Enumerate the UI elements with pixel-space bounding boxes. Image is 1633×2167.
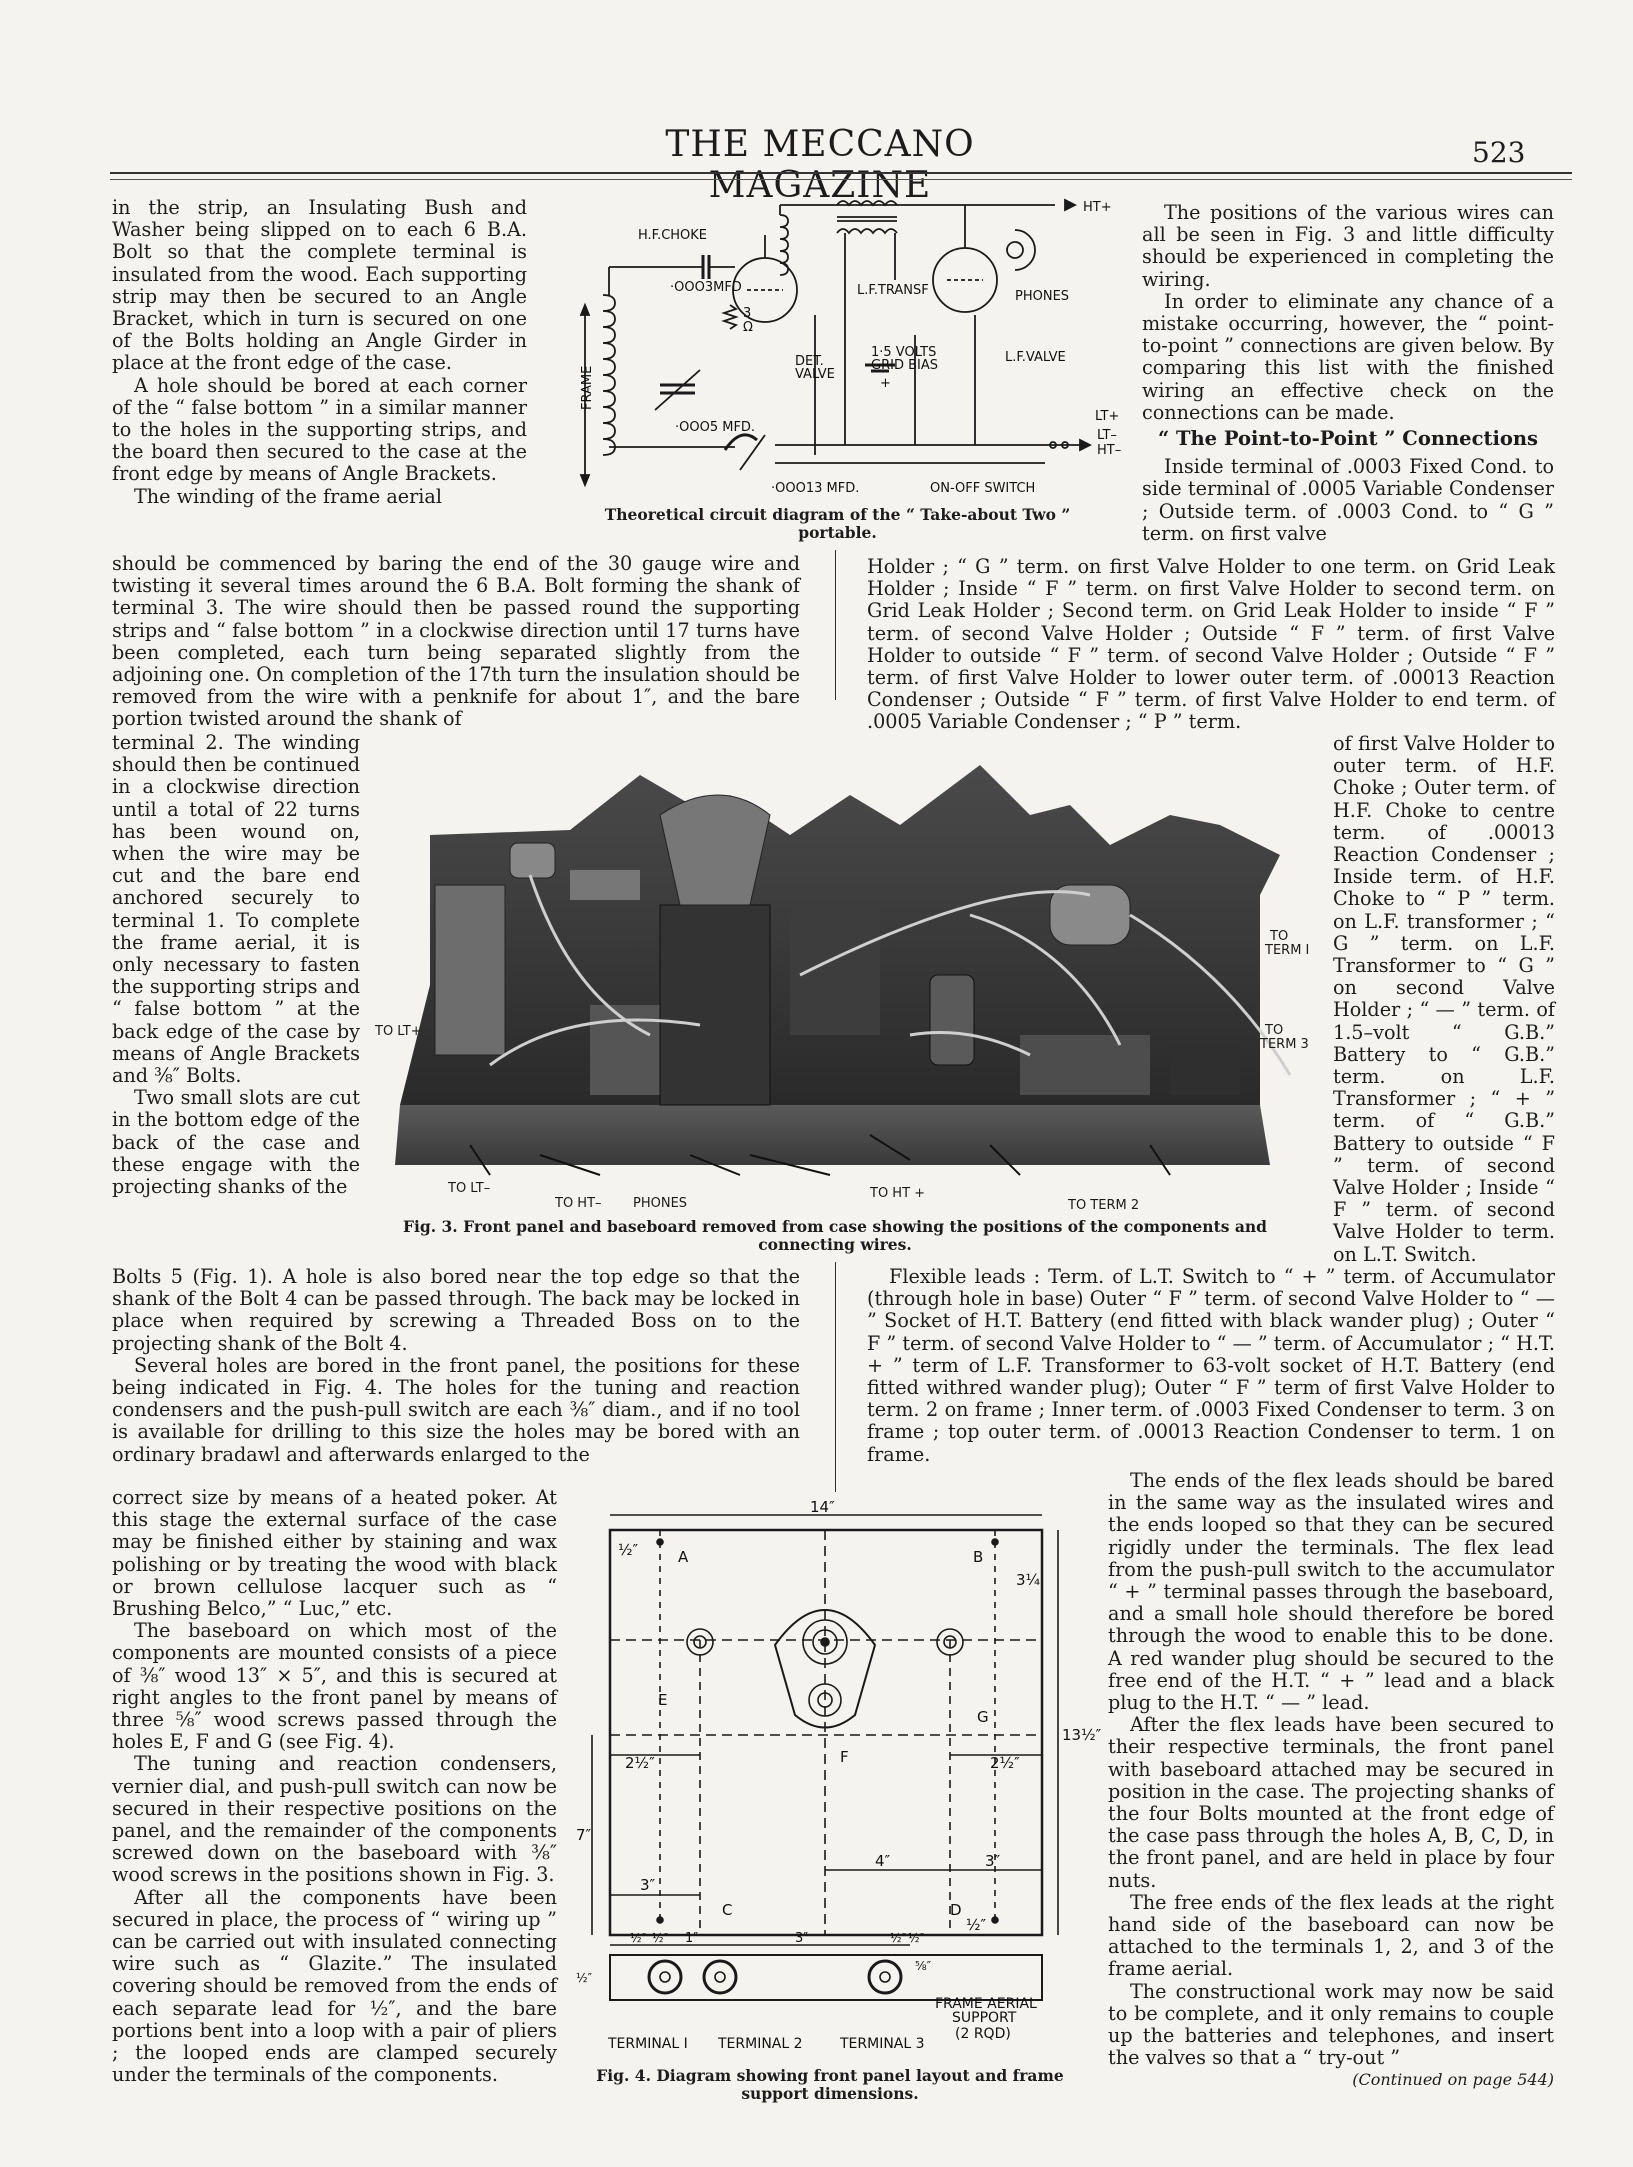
label-terminal-1: TERMINAL I bbox=[608, 2036, 688, 2052]
paragraph: The tuning and reaction condensers, vernier dial, and push-pull switch can now be secured in their respective positions on the panel, and the remainder of the components screwed down on the baseboard with ⅜″ wood screws in the positions shown in Fig. 3. bbox=[112, 1752, 557, 1887]
label-cond-00013: ·OOO13 MFD. bbox=[771, 481, 860, 496]
dim-3-right: 3″ bbox=[985, 1852, 1001, 1870]
dim-1: 1″ bbox=[685, 1931, 699, 1946]
label-grid-bias-2: GRID BIAS bbox=[871, 358, 938, 373]
label-to-term3-a: TO bbox=[1265, 1023, 1284, 1038]
paragraph: The constructional work may now be said to be complete, and it only remains to couple up the batteries and telephones, and insert the valves so that a “ try-out ” bbox=[1108, 1979, 1554, 2070]
dim-3-support: 3″ bbox=[795, 1931, 809, 1946]
hole-e: E bbox=[658, 1691, 668, 1709]
narrow-right-text: of first Valve Holder to outer term. of H.F. Choke ; Outer term. of H.F. Choke to centre term. of .00013 Reaction Condenser ; Inside term. of H.F. Choke to “ P ” term. on L.F. transformer ; “ G ” term. on L.F. Transformer to “ G ” on second Valve Holder ; “ — ” term. of 1.5–volt “ G.B.” Battery to “ G.B.” term. on L.F. Transformer ; “ + ” term. of “ G.B.” Battery to outside “ F ” term. of second Valve Holder ; Inside “ F ” term. of second Valve Holder to term. on L.T. Switch. bbox=[1333, 732, 1555, 1266]
label-plus: + bbox=[880, 376, 891, 391]
continued-note: (Continued on page 544) bbox=[1352, 2070, 1554, 2090]
paragraph: The free ends of the flex leads at the right hand side of the baseboard can now be attached to the terminals 1, 2, and 3 of the frame aerial. bbox=[1108, 1890, 1554, 1981]
column-right-bottom bbox=[1108, 1470, 1554, 2092]
label-lf-valve: L.F.VALVE bbox=[1005, 350, 1066, 365]
dim-s-d: ½″ bbox=[908, 1931, 925, 1945]
label-support: SUPPORT bbox=[952, 2010, 1017, 2026]
fig4-diagram bbox=[570, 1498, 1102, 2055]
column-divider bbox=[835, 1262, 836, 1492]
dim-2half-left: 2½″ bbox=[625, 1754, 655, 1772]
column-left-bottom bbox=[112, 1487, 557, 2086]
label-resistor-value: 3 bbox=[743, 306, 752, 321]
dim-2half-right: 2½″ bbox=[990, 1754, 1020, 1772]
subheading-connections: “ The Point-to-Point ” Connections bbox=[1157, 427, 1539, 451]
label-to-ht-minus: TO HT– bbox=[555, 1196, 602, 1211]
label-to-lt-plus: TO LT+ bbox=[375, 1024, 422, 1039]
wide-left-text-2 bbox=[112, 1266, 800, 1466]
label-lt-plus: LT+ bbox=[1095, 409, 1120, 424]
label-ht-plus: HT+ bbox=[1083, 200, 1112, 215]
dim-7: 7″ bbox=[576, 1826, 592, 1844]
wide-right-text: Holder ; “ G ” term. on first Valve Holder to one term. on Grid Leak Holder ; Inside “ F ” term. on first Valve Holder to second term. on Grid Leak Holder ; Second term. on Grid Leak Holder to inside “ F ” term. of second Valve Holder ; Outside “ F ” term. of first Valve Holder to outside “ F ” term. of second Valve Holder ; Outside “ F ” term. of first Valve Holder to lower outer term. of .00013 Reaction Condenser ; Outside “ F ” term. of first Valve Holder to end term. of .0005 Variable Condenser ; “ P ” term. bbox=[867, 555, 1555, 734]
paragraph: The winding of the frame aerial bbox=[134, 484, 443, 508]
wide-right-text-2 bbox=[867, 1266, 1555, 1466]
label-det-valve-1: DET. bbox=[795, 354, 824, 369]
label-lt-minus: LT– bbox=[1097, 428, 1117, 443]
hole-d: D bbox=[950, 1901, 962, 1919]
paragraph: The positions of the various wires can all be seen in Fig. 3 and little difficulty should be experienced in completing the wiring. bbox=[1142, 201, 1554, 291]
paragraph: Several holes are bored in the front panel, the positions for these being indicated in Fig. 4. The holes for the tuning and reaction condensers and the push-pull switch are each ⅜″ diam., and if no tool is available for drilling to this size the holes may be bored with an ordinary bradawl and afterwards enlarged to the bbox=[112, 1353, 800, 1466]
wide-left-text: should be commenced by baring the end of the 30 gauge wire and twisting it several times around the 6 B.A. Bolt forming the shank of terminal 3. The wire should then be passed round the supporting strips and “ false bottom ” in a clockwise direction until 17 turns have been completed, each turn being separated slightly from the adjoining one. On completion of the 17th turn the insulation should be removed from the wire with a penknife for about 1″, and the bare portion twisted around the shank of bbox=[112, 552, 800, 731]
label-hf-choke: H.F.CHOKE bbox=[638, 228, 708, 243]
magazine-title: THE MECCANO MAGAZINE bbox=[665, 124, 975, 206]
dim-s-b: ½″ bbox=[652, 1931, 669, 1945]
label-phones: PHONES bbox=[633, 1196, 688, 1211]
paragraph: The baseboard on which most of the components are mounted consists of a piece of ⅜″ wood 13″ × 5″, and this is secured at right angles to the front panel by means of three ⅝″ wood screws passed through the holes E, F and G (see Fig. 4). bbox=[112, 1619, 557, 1754]
paragraph: Bolts 5 (Fig. 1). A hole is also bored near the top edge so that the shank of the Bolt 4 can be passed through. The back may be locked in place when required by screwing a Threaded Boss on to the projecting shank of the Bolt 4. bbox=[112, 1265, 800, 1355]
circuit-diagram bbox=[575, 195, 1140, 500]
hole-f: F bbox=[840, 1748, 849, 1766]
header-rule bbox=[110, 172, 1572, 174]
paragraph: terminal 2. The winding should then be continued in a clockwise direction until a total of 22 turns has been wound on, when the wire may be cut and the bare end anchored securely to terminal 1. To complete the frame aerial, it is only necessary to fasten the supporting strips and “ false bottom ” at the back edge of the case by means of Angle Brackets and ⅜″ Bolts. bbox=[112, 731, 360, 1088]
paragraph: Flexible leads : Term. of L.T. Switch to “ + ” term. of Accumulator (through hole in base) Outer “ F ” term. of second Valve Holder to “ — ” Socket of H.T. Battery (end fitted with black wander plug) ; Outer “ F ” term. of second Valve Holder to “ — ” term. of Accumulator ; “ H.T. + ” term of L.F. Transformer to 63-volt socket of H.T. Battery (end fitted withred wander plug); Outer “ F ” term of first Valve Holder to term. 2 on frame ; Inner term. of .0003 Fixed Condenser to term. 3 on frame ; top outer term. of .00013 Reaction Condenser to term. 1 on frame. bbox=[867, 1265, 1555, 1466]
dim-13half: 13½″ bbox=[1062, 1726, 1102, 1744]
label-frame-aerial: FRAME AERIAL bbox=[935, 1996, 1037, 2012]
label-onoff-switch: ON-OFF SWITCH bbox=[930, 481, 1036, 496]
label-frame: FRAME bbox=[580, 365, 595, 410]
label-to-term1-a: TO bbox=[1270, 929, 1289, 944]
label-lf-transf: L.F.TRANSF bbox=[857, 283, 929, 298]
dim-half-a: ½″ bbox=[618, 1541, 639, 1559]
fig3-photo bbox=[370, 735, 1330, 1215]
label-terminal-2: TERMINAL 2 bbox=[718, 2036, 803, 2052]
label-2-rqd: (2 RQD) bbox=[955, 2026, 1011, 2042]
label-phones: PHONES bbox=[1015, 289, 1070, 304]
column-divider bbox=[835, 550, 836, 700]
page-number: 523 bbox=[1472, 136, 1526, 169]
dim-support-height-left: ½″ bbox=[576, 1971, 593, 1985]
label-grid-bias-1: 1·5 VOLTS bbox=[871, 345, 937, 360]
dim-support-height: ⅝″ bbox=[915, 1959, 932, 1973]
dim-s-a: ½″ bbox=[630, 1931, 647, 1945]
label-cond-0003: ·OOO3MFD bbox=[670, 280, 742, 295]
header-rule-thin bbox=[110, 179, 1572, 180]
paragraph: correct size by means of a heated poker. At this stage the external surface of the case may be finished either by staining and wax polishing or by treating the wood with black or brown cellulose lacquer such as “ Brushing Belco,” “ Luc,” etc. bbox=[112, 1486, 557, 1621]
dim-4: 4″ bbox=[875, 1852, 891, 1870]
dim-14: 14″ bbox=[810, 1498, 835, 1516]
label-resistor-ohm: Ω bbox=[743, 320, 753, 335]
label-to-term3-b: TERM 3 bbox=[1260, 1037, 1309, 1052]
dim-3q: 3¼ bbox=[1016, 1571, 1041, 1589]
paragraph: Inside terminal of .0003 Fixed Cond. to side terminal of .0005 Variable Condenser ; Outside term. of .0003 Cond. to “ G ” term. on first valve bbox=[1142, 455, 1554, 545]
paragraph: in the strip, an Insulating Bush and Washer being slipped on to each 6 B.A. Bolt so that the complete terminal is insulated from the wood. Each supporting strip may then be secured to an Angle Bracket, which in turn is secured on one of the Bolts holding an Angle Girder in place at the front edge of the case. bbox=[112, 196, 527, 375]
hole-c: C bbox=[722, 1901, 733, 1919]
dim-half-d: ½″ bbox=[966, 1916, 987, 1934]
circuit-caption: Theoretical circuit diagram of the “ Take-about Two ” portable. bbox=[604, 505, 1071, 542]
paragraph: A hole should be bored at each corner of the “ false bottom ” in a similar manner to the holes in the supporting strips, and the board then secured to the case at the front edge by means of Angle Brackets. bbox=[112, 373, 527, 486]
column-right-top bbox=[1142, 202, 1554, 545]
paragraph: After the flex leads have been secured to their respective terminals, the front panel with baseboard attached may be secured in position in the case. The projecting shanks of the four Bolts mounted at the front edge of the case pass through the holes A, B, C, D, in the front panel, and are held in place by four nuts. bbox=[1108, 1713, 1554, 1892]
label-to-term1-b: TERM I bbox=[1265, 943, 1310, 958]
label-to-ht-plus: TO HT + bbox=[870, 1186, 926, 1201]
label-to-lt-minus: TO LT– bbox=[448, 1181, 491, 1196]
fig4-caption: Fig. 4. Diagram showing front panel layout and frame support dimensions. bbox=[596, 2066, 1064, 2103]
column-left-top bbox=[112, 197, 527, 508]
hole-g: G bbox=[977, 1708, 989, 1726]
label-det-valve-2: VALVE bbox=[795, 367, 835, 382]
label-cond-0005: ·OOO5 MFD. bbox=[675, 420, 756, 435]
paragraph: The ends of the flex leads should be bared in the same way as the insulated wires and the ends looped so that they can be secured rigidly under the terminals. The flex lead from the push-pull switch to the accumulator “ + ” terminal passes through the baseboard, and a small hole should therefore be bored through the wood to enable this to be done. A red wander plug should be secured to the free end of the H.T. “ + ” lead and a black plug to the H.T. “ — ” lead. bbox=[1108, 1469, 1554, 1715]
paragraph: Two small slots are cut in the bottom edge of the back of the case and these engage with the projecting shanks of the bbox=[112, 1086, 360, 1199]
dim-3-left: 3″ bbox=[640, 1876, 656, 1894]
paragraph: In order to eliminate any chance of a mistake occurring, however, the “ point-to-point ” connections are given below. By comparing this list with the finished wiring an effective check on the connections can be made. bbox=[1142, 289, 1554, 424]
label-terminal-3: TERMINAL 3 bbox=[840, 2036, 925, 2052]
label-ht-minus: HT– bbox=[1097, 443, 1122, 458]
paragraph: After all the components have been secured in place, the process of “ wiring up ” can be carried out with insulated connecting wire such as “ Glazite.” The insulated covering should be removed from the ends of each separate lead for ½″, and the bare portions bent into a loop with a pair of pliers ; the looped ends are clamped securely under the terminals of the components. bbox=[112, 1885, 557, 2087]
dim-s-c: ½″ bbox=[890, 1931, 907, 1945]
hole-b: B bbox=[973, 1548, 984, 1566]
narrow-left-text bbox=[112, 732, 360, 1198]
hole-a: A bbox=[678, 1548, 689, 1566]
fig3-caption: Fig. 3. Front panel and baseboard removed from case showing the positions of the components and connecting wires. bbox=[403, 1217, 1267, 1254]
label-to-term2: TO TERM 2 bbox=[1068, 1198, 1140, 1213]
